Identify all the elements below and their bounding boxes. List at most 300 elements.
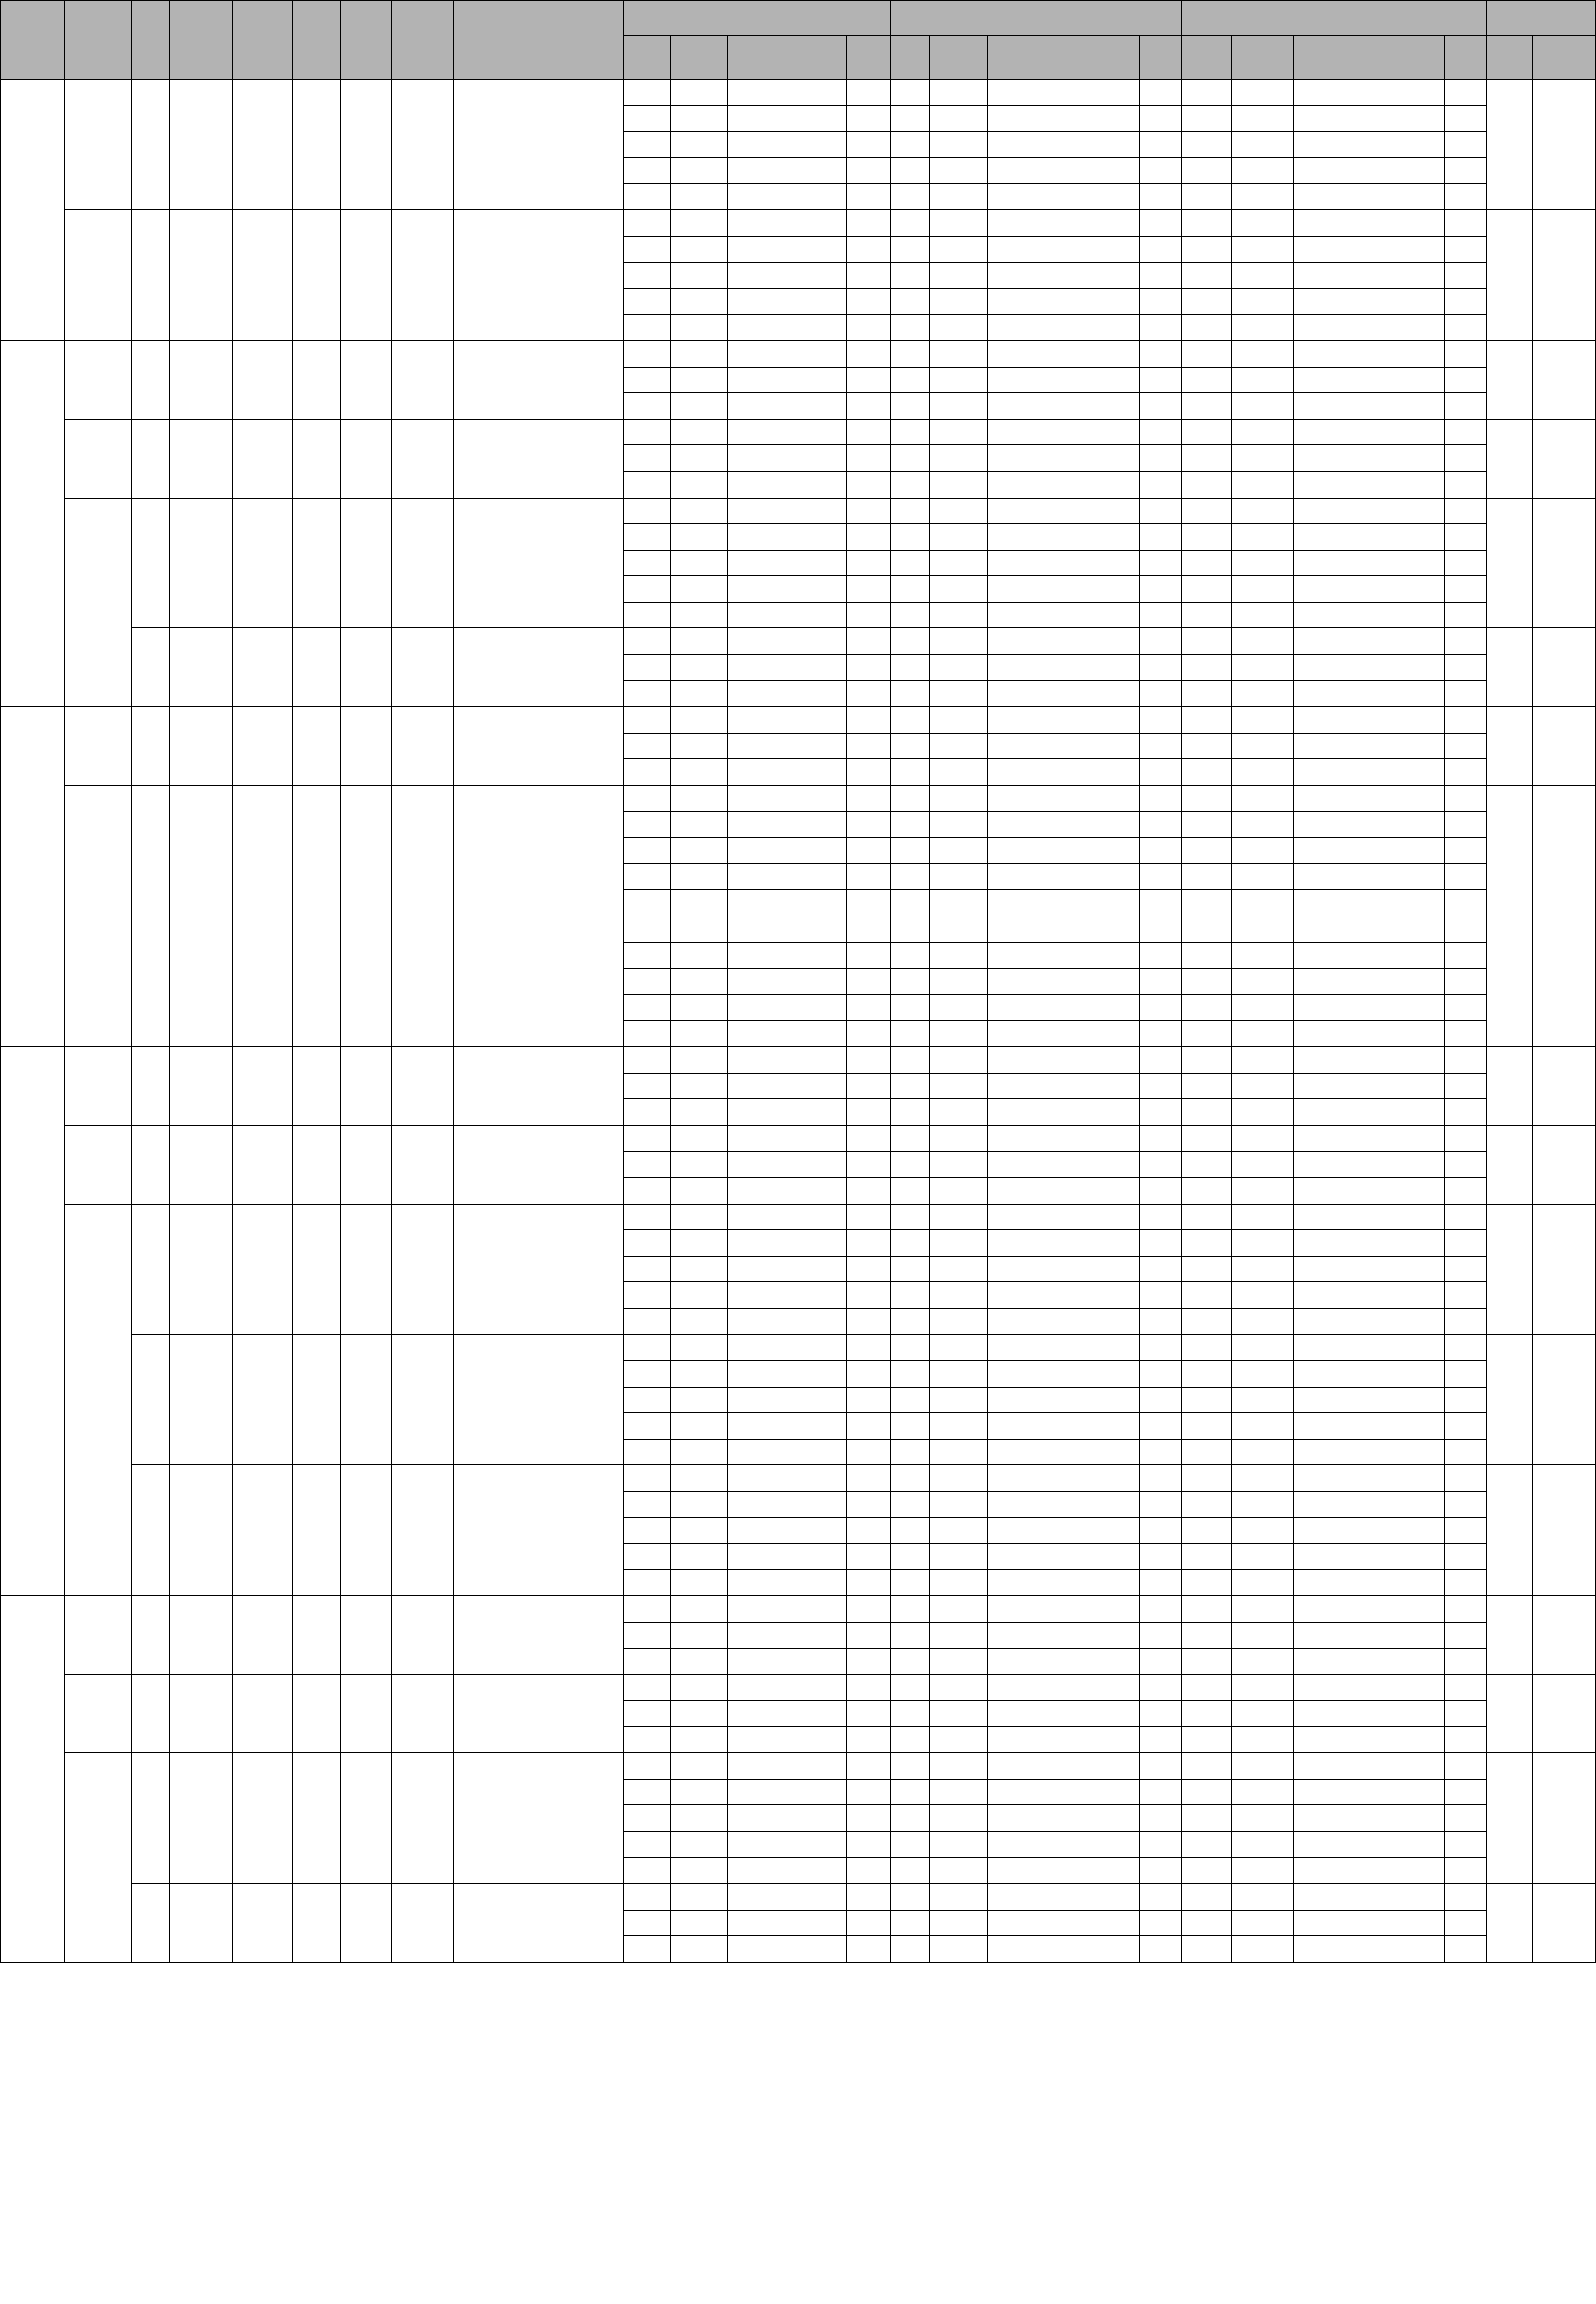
student-name [293,1675,341,1753]
secretary-name [1487,628,1533,707]
committee-unit [1293,1858,1444,1884]
student-name [293,916,341,1047]
committee-name [1182,1308,1232,1334]
reviewer-name [624,1099,671,1126]
committee-name [1182,1387,1232,1413]
evaluator-name [890,393,929,420]
grade-cell [131,1046,169,1125]
committee-name [1182,132,1232,158]
grade-cell [131,1125,169,1204]
evaluator-name [890,1439,929,1465]
header-time [64,1,131,80]
committee-title [1232,157,1294,184]
reviewer-unit [728,1152,847,1178]
reviewer-name [624,1675,671,1701]
evaluator-name [890,132,929,158]
student-name [293,1596,341,1675]
committee-level [1444,733,1487,759]
reviewer-unit [728,1727,847,1753]
committee-unit [1293,733,1444,759]
degree-cell [170,1883,233,1962]
thesis-title [453,1753,623,1884]
committee-level [1444,1700,1487,1727]
degree-cell [170,1753,233,1884]
committee-title [1232,890,1294,916]
reviewer-title [670,315,727,341]
committee-name [1182,602,1232,628]
degree-type-cell [232,1125,293,1204]
committee-unit [1293,655,1444,681]
reviewer-level [847,838,891,864]
reviewer-level [847,1910,891,1936]
defense-date [1,340,65,706]
committee-unit [1293,1021,1444,1047]
reviewer-name [624,1831,671,1858]
committee-level [1444,157,1487,184]
evaluator-level [1139,759,1182,786]
advisory-group [392,80,454,210]
defense-row [1,628,1596,655]
subheader-sec-title [1533,36,1596,80]
committee-unit [1293,419,1444,445]
reviewer-name [624,1387,671,1413]
secretary-title [1533,1204,1596,1334]
evaluator-title [930,393,987,420]
reviewer-level [847,994,891,1021]
reviewer-level [847,942,891,969]
committee-unit [1293,236,1444,263]
grade-cell [131,707,169,786]
committee-name [1182,576,1232,603]
secretary-title [1533,1753,1596,1884]
evaluator-level [1139,628,1182,655]
reviewer-title [670,1152,727,1178]
committee-unit [1293,602,1444,628]
reviewer-title [670,786,727,812]
evaluator-unit [987,1753,1139,1780]
grade-cell [131,1883,169,1962]
reviewer-title [670,1727,727,1753]
committee-unit [1293,367,1444,393]
committee-name [1182,157,1232,184]
committee-title [1232,1125,1294,1152]
reviewer-name [624,1204,671,1230]
committee-name [1182,1700,1232,1727]
evaluator-name [890,1387,929,1413]
committee-level [1444,209,1487,236]
evaluator-title [930,550,987,576]
evaluator-level [1139,157,1182,184]
reviewer-level [847,367,891,393]
reviewer-title [670,1125,727,1152]
header-evaluators [890,1,1181,36]
evaluator-level [1139,1177,1182,1204]
evaluator-name [890,315,929,341]
reviewer-name [624,524,671,551]
evaluator-title [930,209,987,236]
evaluator-title [930,184,987,210]
evaluator-level [1139,1883,1182,1910]
evaluator-name [890,759,929,786]
reviewer-level [847,445,891,472]
reviewer-level [847,890,891,916]
committee-title [1232,786,1294,812]
advisor-name [341,340,392,419]
committee-level [1444,471,1487,498]
committee-title [1232,628,1294,655]
committee-title [1232,1569,1294,1596]
reviewer-title [670,263,727,289]
reviewer-level [847,916,891,943]
committee-unit [1293,1099,1444,1126]
reviewer-unit [728,890,847,916]
evaluator-level [1139,1256,1182,1282]
reviewer-unit [728,1387,847,1413]
committee-level [1444,916,1487,943]
evaluator-unit [987,1439,1139,1465]
degree-type-cell [232,1883,293,1962]
evaluator-level [1139,1308,1182,1334]
evaluator-name [890,811,929,838]
evaluator-title [930,1308,987,1334]
committee-unit [1293,1492,1444,1518]
evaluator-title [930,419,987,445]
evaluator-level [1139,1700,1182,1727]
advisor-name [341,1046,392,1125]
reviewer-unit [728,1492,847,1518]
reviewer-name [624,1779,671,1805]
degree-cell [170,1675,233,1753]
reviewer-level [847,628,891,655]
committee-unit [1293,890,1444,916]
committee-title [1232,1831,1294,1858]
degree-type-cell [232,1046,293,1125]
advisor-name [341,1465,392,1596]
evaluator-title [930,1517,987,1544]
defense-row [1,1204,1596,1230]
reviewer-name [624,1125,671,1152]
evaluator-name [890,916,929,943]
committee-level [1444,1492,1487,1518]
evaluator-title [930,1492,987,1518]
subheader-level [1444,36,1487,80]
committee-title [1232,1361,1294,1388]
evaluator-name [890,105,929,132]
reviewer-unit [728,863,847,890]
evaluator-unit [987,1152,1139,1178]
reviewer-unit [728,1883,847,1910]
reviewer-name [624,1569,671,1596]
evaluator-name [890,471,929,498]
committee-unit [1293,707,1444,734]
degree-cell [170,707,233,786]
committee-unit [1293,445,1444,472]
reviewer-level [847,1387,891,1413]
evaluator-name [890,445,929,472]
reviewer-level [847,1596,891,1623]
degree-cell [170,498,233,628]
evaluator-unit [987,1125,1139,1152]
reviewer-name [624,1492,671,1518]
committee-name [1182,80,1232,106]
evaluator-unit [987,1936,1139,1963]
committee-title [1232,1308,1294,1334]
degree-cell [170,80,233,210]
evaluator-level [1139,1569,1182,1596]
defense-row [1,419,1596,445]
reviewer-unit [728,1544,847,1570]
secretary-title [1533,419,1596,498]
committee-name [1182,498,1232,524]
evaluator-name [890,1308,929,1334]
committee-level [1444,942,1487,969]
evaluator-name [890,890,929,916]
evaluator-unit [987,863,1139,890]
committee-level [1444,1125,1487,1152]
committee-name [1182,1152,1232,1178]
advisory-group [392,209,454,340]
committee-unit [1293,184,1444,210]
committee-level [1444,838,1487,864]
committee-title [1232,942,1294,969]
evaluator-title [930,786,987,812]
evaluator-title [930,655,987,681]
reviewer-title [670,863,727,890]
committee-unit [1293,786,1444,812]
committee-name [1182,707,1232,734]
evaluator-name [890,1727,929,1753]
reviewer-level [847,1073,891,1099]
committee-unit [1293,393,1444,420]
reviewer-title [670,340,727,367]
evaluator-level [1139,811,1182,838]
committee-name [1182,1413,1232,1440]
reviewer-title [670,628,727,655]
reviewer-title [670,184,727,210]
evaluator-unit [987,1700,1139,1727]
reviewer-unit [728,1361,847,1388]
advisor-name [341,209,392,340]
reviewer-level [847,1308,891,1334]
reviewer-level [847,1805,891,1832]
reviewer-title [670,498,727,524]
degree-type-cell [232,419,293,498]
reviewer-title [670,445,727,472]
secretary-name [1487,1596,1533,1675]
committee-level [1444,132,1487,158]
reviewer-unit [728,1021,847,1047]
reviewer-name [624,1883,671,1910]
evaluator-name [890,1204,929,1230]
committee-unit [1293,1387,1444,1413]
committee-title [1232,969,1294,995]
reviewer-title [670,1073,727,1099]
committee-unit [1293,471,1444,498]
degree-type-cell [232,1596,293,1675]
committee-name [1182,209,1232,236]
evaluator-name [890,1465,929,1492]
evaluator-unit [987,550,1139,576]
evaluator-title [930,707,987,734]
committee-name [1182,838,1232,864]
evaluator-title [930,132,987,158]
committee-unit [1293,1700,1444,1727]
thesis-title [453,80,623,210]
evaluator-name [890,680,929,707]
evaluator-level [1139,419,1182,445]
reviewer-level [847,315,891,341]
reviewer-level [847,1465,891,1492]
committee-title [1232,811,1294,838]
reviewer-title [670,916,727,943]
secretary-title [1533,1125,1596,1204]
reviewer-level [847,1204,891,1230]
evaluator-title [930,916,987,943]
reviewer-name [624,80,671,106]
evaluator-unit [987,157,1139,184]
reviewer-name [624,1282,671,1309]
header-committee [1182,1,1487,36]
reviewer-name [624,445,671,472]
evaluator-name [890,550,929,576]
degree-type-cell [232,628,293,707]
committee-name [1182,184,1232,210]
committee-level [1444,1465,1487,1492]
evaluator-name [890,602,929,628]
reviewer-name [624,1046,671,1073]
committee-level [1444,1569,1487,1596]
committee-level [1444,1675,1487,1701]
reviewer-name [624,1439,671,1465]
committee-name [1182,550,1232,576]
committee-title [1232,105,1294,132]
advisor-name [341,419,392,498]
reviewer-title [670,1387,727,1413]
reviewer-level [847,1099,891,1126]
committee-unit [1293,1308,1444,1334]
evaluator-title [930,1125,987,1152]
degree-cell [170,628,233,707]
committee-title [1232,576,1294,603]
committee-title [1232,1805,1294,1832]
reviewer-level [847,863,891,890]
student-name [293,628,341,707]
reviewer-unit [728,524,847,551]
committee-unit [1293,550,1444,576]
committee-level [1444,445,1487,472]
committee-unit [1293,1152,1444,1178]
committee-level [1444,1779,1487,1805]
committee-title [1232,1910,1294,1936]
evaluator-level [1139,1596,1182,1623]
reviewer-unit [728,288,847,315]
subheader-title [670,36,727,80]
reviewer-title [670,132,727,158]
committee-level [1444,1623,1487,1649]
reviewer-level [847,1334,891,1361]
reviewer-name [624,1021,671,1047]
evaluator-title [930,602,987,628]
reviewer-title [670,1779,727,1805]
committee-name [1182,1125,1232,1152]
committee-unit [1293,628,1444,655]
evaluator-unit [987,1361,1139,1388]
evaluator-name [890,209,929,236]
evaluator-level [1139,994,1182,1021]
reviewer-name [624,969,671,995]
evaluator-unit [987,1596,1139,1623]
subheader-level [847,36,891,80]
grade-cell [131,786,169,916]
committee-level [1444,1021,1487,1047]
evaluator-level [1139,1125,1182,1152]
evaluator-title [930,236,987,263]
reviewer-name [624,419,671,445]
committee-title [1232,367,1294,393]
advisor-name [341,1883,392,1962]
committee-name [1182,969,1232,995]
evaluator-unit [987,1308,1139,1334]
grade-cell [131,1334,169,1465]
evaluator-title [930,1230,987,1257]
degree-type-cell [232,786,293,916]
degree-type-cell [232,209,293,340]
reviewer-unit [728,994,847,1021]
committee-unit [1293,811,1444,838]
evaluator-name [890,1125,929,1152]
committee-unit [1293,1439,1444,1465]
evaluator-title [930,576,987,603]
evaluator-name [890,1177,929,1204]
committee-unit [1293,1125,1444,1152]
reviewer-unit [728,1099,847,1126]
committee-level [1444,890,1487,916]
reviewer-level [847,157,891,184]
committee-title [1232,1073,1294,1099]
thesis-title [453,707,623,786]
reviewer-level [847,393,891,420]
evaluator-unit [987,184,1139,210]
committee-level [1444,786,1487,812]
reviewer-title [670,969,727,995]
committee-level [1444,367,1487,393]
evaluator-name [890,1230,929,1257]
evaluator-title [930,1596,987,1623]
evaluator-name [890,838,929,864]
student-name [293,1125,341,1204]
reviewer-title [670,1334,727,1361]
evaluator-name [890,1753,929,1780]
secretary-name [1487,1883,1533,1962]
header-grade [131,1,169,80]
reviewer-unit [728,1910,847,1936]
evaluator-level [1139,916,1182,943]
secretary-title [1533,340,1596,419]
evaluator-unit [987,1282,1139,1309]
committee-name [1182,1675,1232,1701]
secretary-title [1533,786,1596,916]
committee-title [1232,1492,1294,1518]
grade-cell [131,1596,169,1675]
evaluator-level [1139,1805,1182,1832]
reviewer-unit [728,1282,847,1309]
thesis-title [453,1334,623,1465]
secretary-title [1533,1883,1596,1962]
committee-name [1182,1465,1232,1492]
evaluator-unit [987,80,1139,106]
committee-unit [1293,1334,1444,1361]
committee-unit [1293,1753,1444,1780]
